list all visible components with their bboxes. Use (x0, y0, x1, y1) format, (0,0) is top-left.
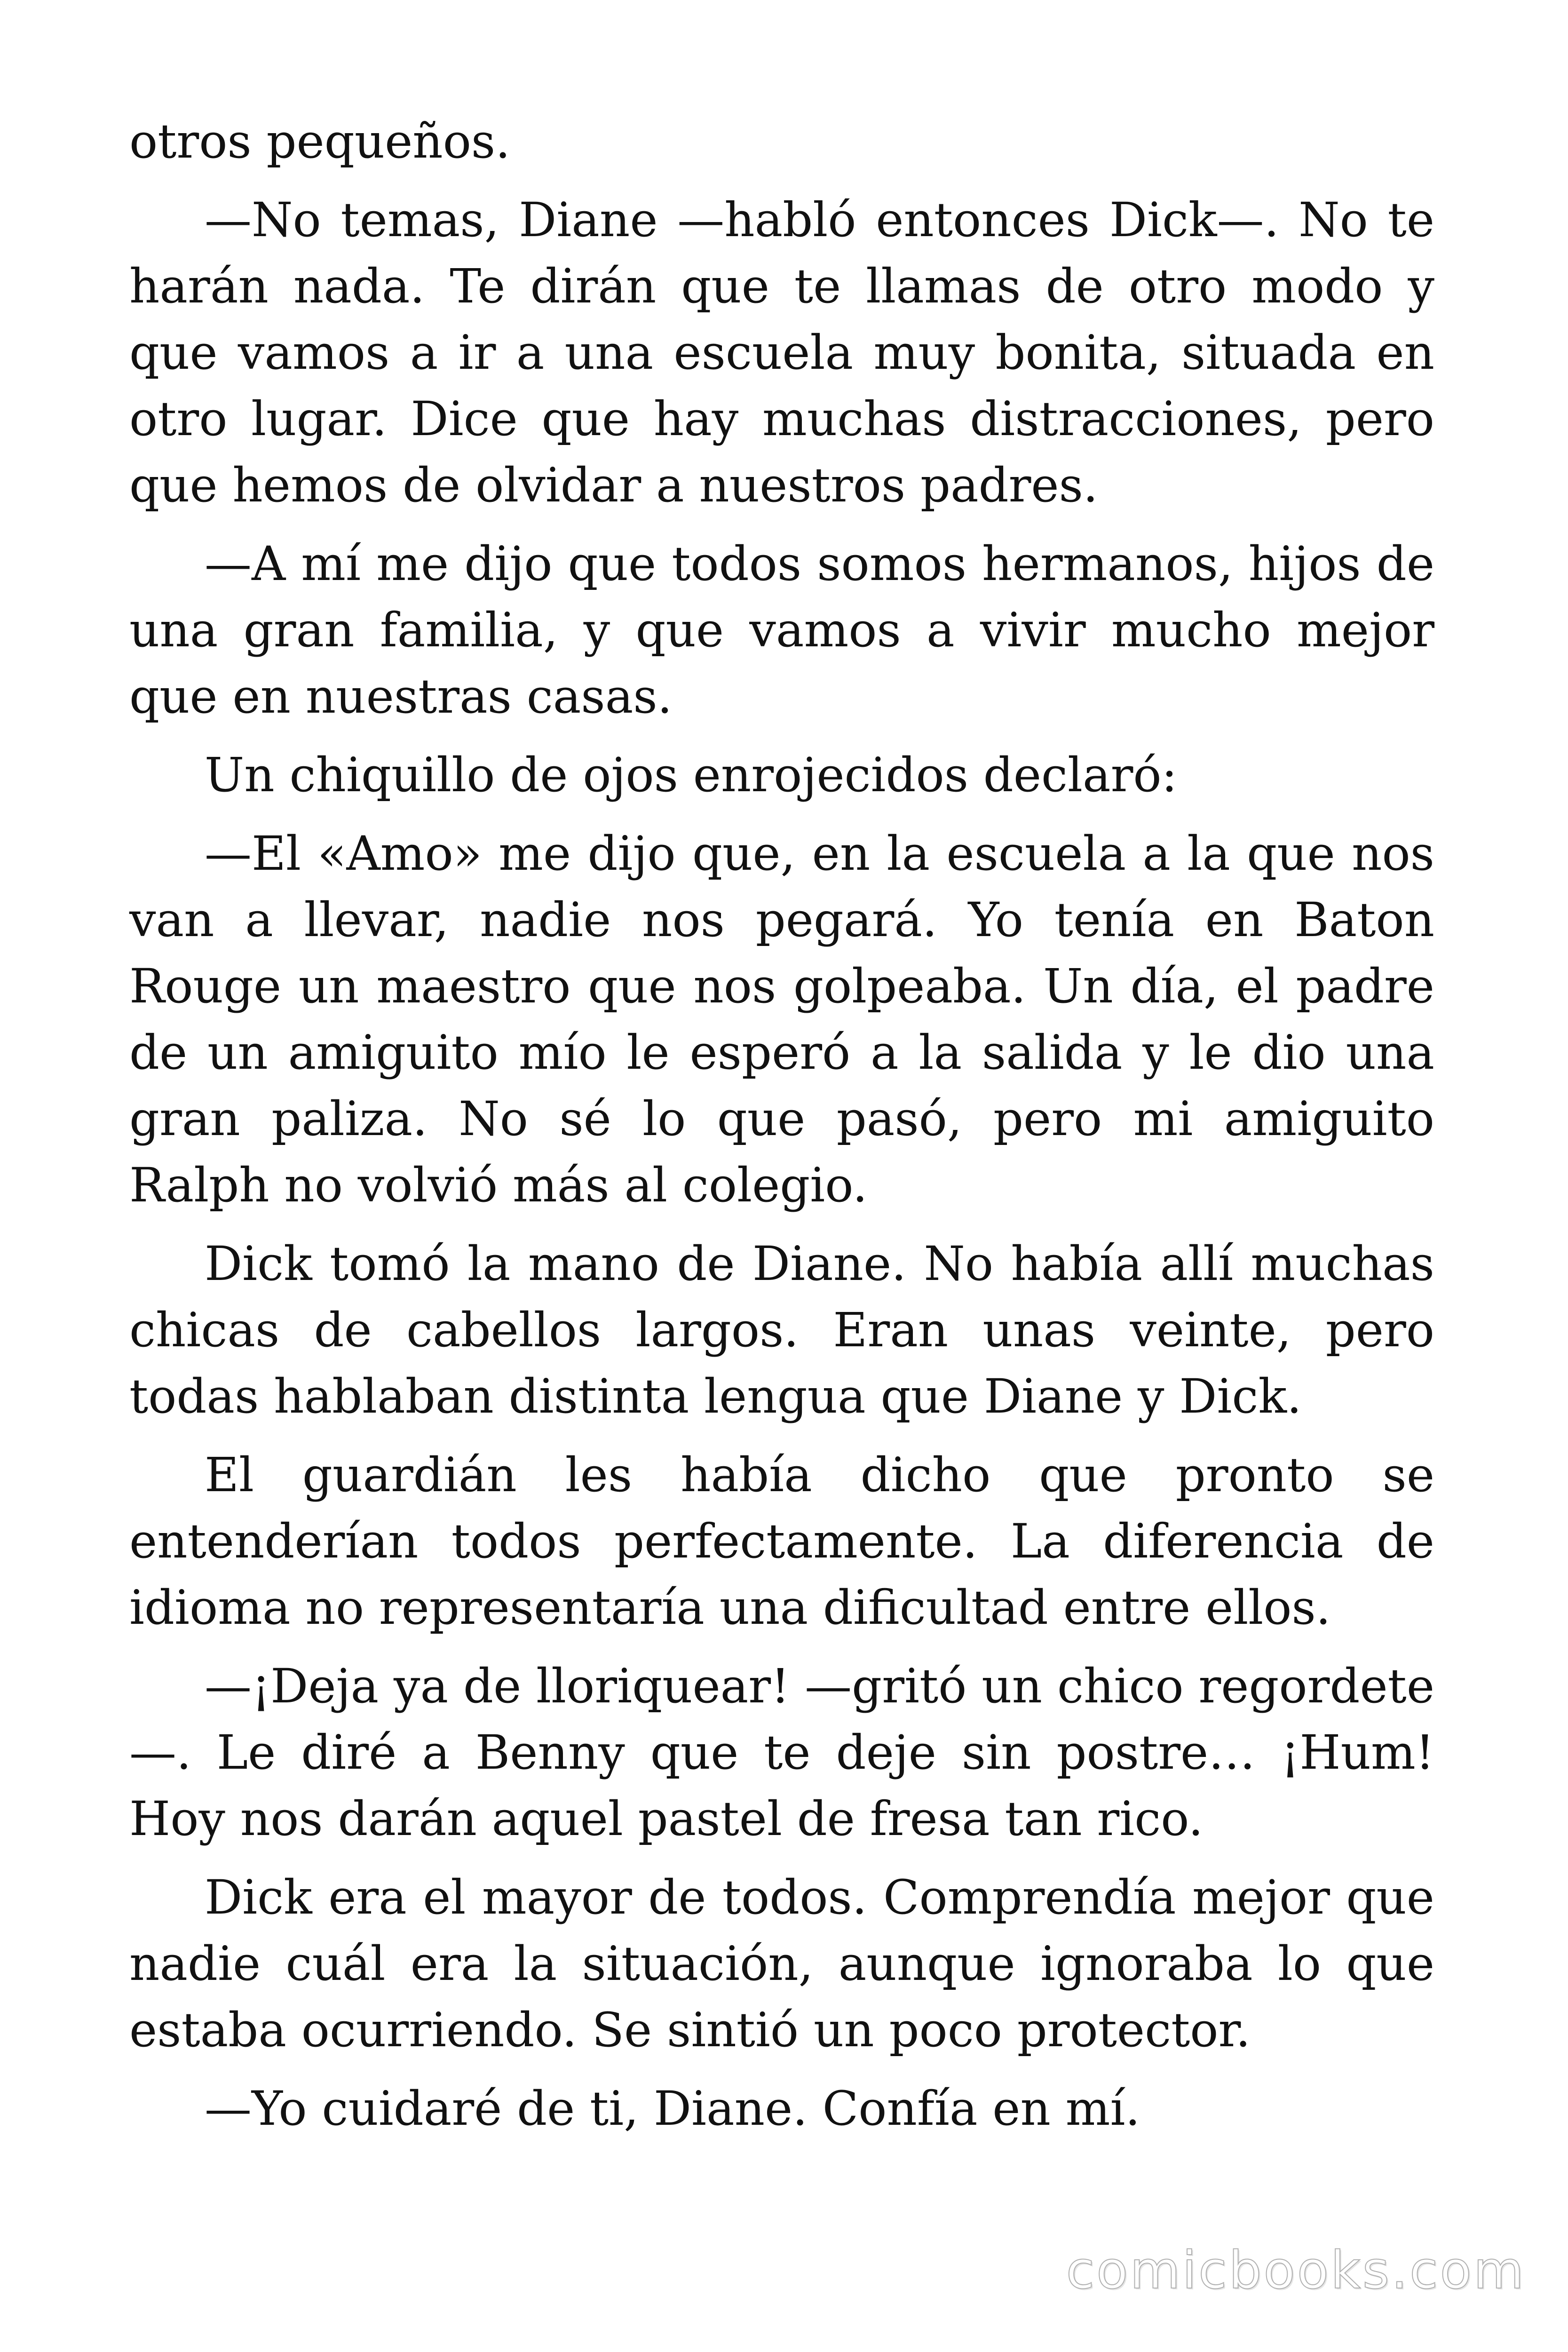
paragraph-5: —El «Amo» me dijo que, en la escuela a la que nos van a llevar, nadie nos pegará. Yo tenía en Baton Rouge un maestro que nos golpeaba. Un día, el padre de un amiguito mío le esperó a la salida y le dio una gran paliza. No sé lo que pasó, pero mi amiguito Ralph no volvió más al colegio. (129, 826, 1434, 1213)
paragraph-2: —No temas, Diane —habló entonces Dick—. No te harán nada. Te dirán que te llamas de otro modo y que vamos a ir a una escuela muy bonita, situada en otro lugar. Dice que hay muchas distracciones, pero que hemos de olvidar a nuestros padres. (129, 192, 1434, 513)
paragraph-7: El guardián les había dicho que pronto se entenderían todos perfectamente. La diferencia de idioma no representaría una dificultad entre ellos. (129, 1447, 1434, 1635)
page-text (129, 108, 1434, 2154)
paragraph-9: Dick era el mayor de todos. Comprendía mejor que nadie cuál era la situación, aunque ignoraba lo que estaba ocurriendo. Se sintió un poco protector. (129, 1870, 1434, 2058)
paragraph-3: —A mí me dijo que todos somos hermanos, hijos de una gran familia, y que vamos a vivir mucho mejor que en nuestras casas. (129, 536, 1434, 724)
paragraph-8: —¡Deja ya de lloriquear! —gritó un chico regordete—. Le diré a Benny que te deje sin postre… ¡Hum! Hoy nos darán aquel pastel de fresa tan rico. (129, 1659, 1434, 1846)
paragraph-1: otros pequeños. (129, 114, 511, 169)
paragraph-10: —Yo cuidaré de ti, Diane. Confía en mí. (205, 2081, 1140, 2136)
watermark: comicbooks.com (1066, 2240, 1526, 2300)
paragraph-6: Dick tomó la mano de Diane. No había allí muchas chicas de cabellos largos. Eran unas veinte, pero todas hablaban distinta lengua que Diane y Dick. (129, 1236, 1434, 1424)
paragraph-4: Un chiquillo de ojos enrojecidos declaró: (205, 747, 1178, 803)
